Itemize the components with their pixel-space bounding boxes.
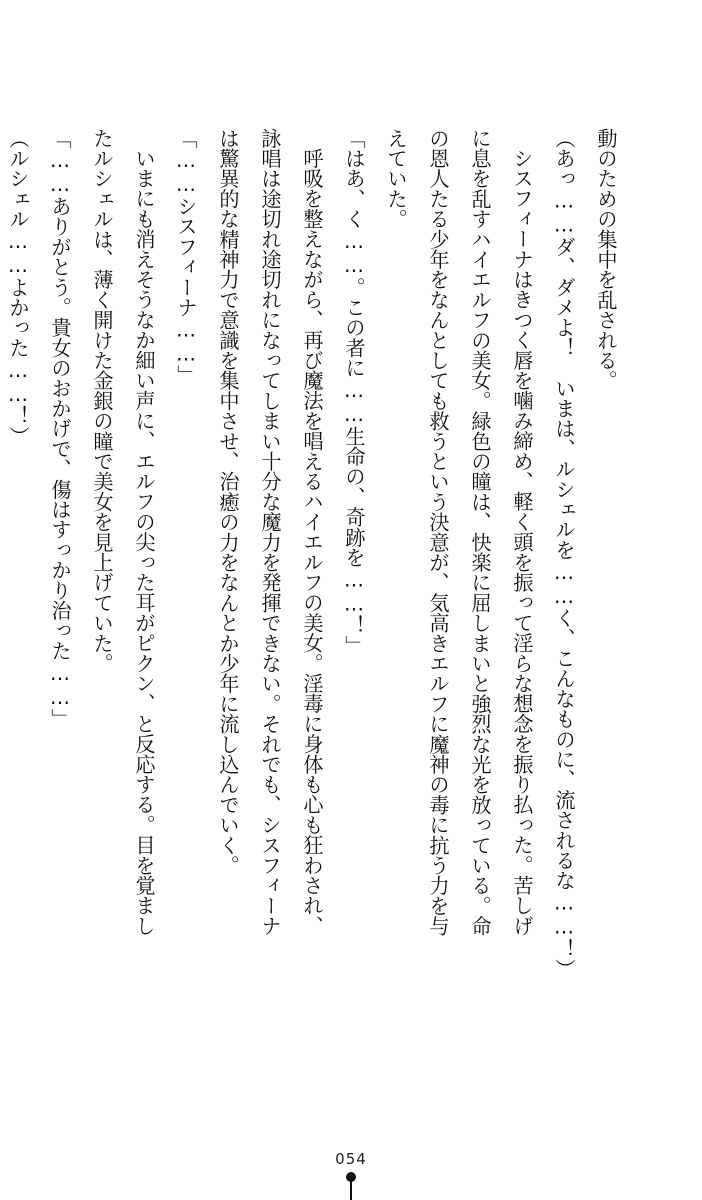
text-line: の恩人たる少年をなんとしても救うという決意が、気高きエルフに魔神の毒に抗う力を与: [426, 128, 450, 936]
text-line: （ルシェル……よかった……！）: [6, 128, 30, 447]
text-line: は驚異的な精神力で意識を集中させ、治癒の力をなんとか少年に流し込んでいく。: [216, 128, 240, 876]
text-line: 動のための集中を乱される。: [594, 128, 618, 391]
text-line: 「……ありがとう。貴女のおかげで、傷はすっかり治った……」: [48, 128, 72, 729]
text-line: 詠唱は途切れ途切れになってしまい十分な魔力を発揮できない。それでも、シスフィーナ: [258, 128, 282, 936]
text-line: （あっ……ダ、ダメよ！ いまは、ルシェルを……く、こんなものに、流されるな……！）: [552, 128, 576, 979]
text-line: いまにも消えそうなか細い声に、エルフの尖った耳がピクン、と反応する。目を覚まし: [132, 148, 156, 936]
page-marker-icon: [346, 1172, 356, 1200]
vertical-text-block: [6, 128, 627, 1128]
page-number: 054: [335, 1150, 367, 1168]
text-line: シスフィーナはきつく唇を噛み締め、軽く頭を振って淫らな想念を振り払った。苦しげ: [510, 148, 534, 936]
text-line: えていた。: [384, 128, 408, 229]
text-line: に息を乱すハイエルフの美女。緑色の瞳は、快楽に屈しまいと強烈な光を放っている。命: [468, 128, 492, 937]
text-line: たルシェルは、薄く開けた金銀の瞳で美女を見上げていた。: [90, 128, 114, 674]
text-line: 呼吸を整えながら、再び魔法を唱えるハイエルフの美女。淫毒に身体も心も狂わされ、: [300, 148, 324, 936]
text-line: 「はあ、く……。この者に……生命の、奇跡を……！」: [342, 128, 366, 656]
text-line: 「……シスフィーナ……」: [174, 128, 198, 386]
marker-stem: [350, 1180, 352, 1200]
